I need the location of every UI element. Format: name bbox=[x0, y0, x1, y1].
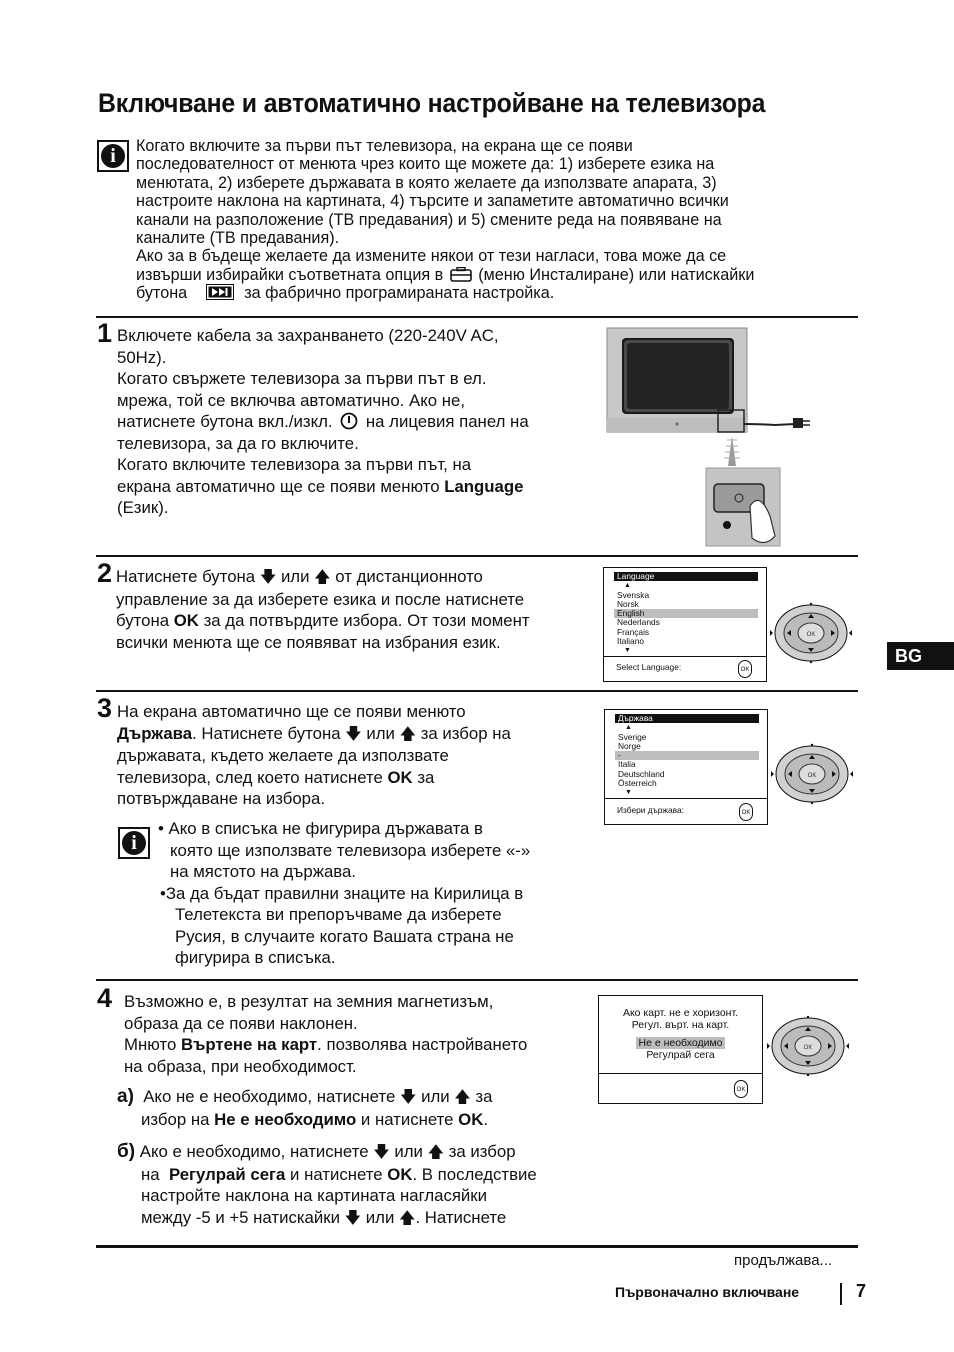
triangle-down-icon: ▼ bbox=[625, 789, 632, 797]
info-icon: i bbox=[97, 140, 129, 172]
intro-text bbox=[136, 137, 856, 303]
arrow-down-icon: 🡇 bbox=[373, 1144, 390, 1161]
menu-item[interactable]: Deutschland bbox=[618, 768, 665, 779]
step4-option-b: б) Ако е необходимо, натиснете 🡇 или 🡅 за избор на Регулрай сега и натиснете OK. В последствие настройте наклона на картината нагласяйки между -5 и +5 натискайки 🡇 или 🡅. Натиснете bbox=[117, 1141, 587, 1229]
intro-line: извърши избирайки съответната опция в (меню Инсталиране) или натискайки bbox=[136, 265, 755, 284]
page-title: Включване и автоматично настройване на телевизора bbox=[98, 88, 766, 118]
step3-notes: • Ако в списъка не фигурира държавата в която ще използвате телевизора изберете «-» на мястото на държава. •За да бъдат правилни знаците на Кирилица в Телетекста ви препоръчваме да изберете Русия, в случаите когато Вашата страна не фигурира в списъка. bbox=[158, 819, 531, 967]
menu-item[interactable]: Italiano bbox=[617, 636, 645, 647]
intro-paragraph-1: Когато включите за първи път телевизора, на екрана ще се появи последователност от менюта чрез които ще можете да: 1) изберете езика на менютата, 2) изберете държавата в която желаете да използвате апарата, 3) настроите наклона на картината, 4) търсите и запаметите автоматично всички канали на разположение (ТВ предавания) и 5) смените реда на появяване на каналите (ТВ предавания). bbox=[136, 137, 729, 248]
step-number: 2 bbox=[97, 558, 113, 588]
tv-illustration bbox=[600, 326, 850, 550]
intro-line: бутона за фабрично програмираната настройка. bbox=[136, 284, 555, 303]
menu-item-selected[interactable]: - bbox=[615, 751, 759, 760]
install-menu-icon bbox=[450, 267, 472, 282]
footer-divider bbox=[840, 1283, 842, 1305]
language-menu bbox=[603, 567, 767, 682]
menu-item[interactable]: Регулрай сега bbox=[646, 1049, 715, 1061]
step-number: 4 bbox=[97, 983, 113, 1013]
arrow-up-icon: 🡅 bbox=[314, 569, 331, 586]
continues-label: продължава... bbox=[734, 1252, 833, 1269]
triangle-up-icon: ▲ bbox=[625, 724, 632, 732]
svg-text:OK: OK bbox=[806, 632, 816, 638]
step-number: 1 bbox=[97, 318, 113, 348]
menu-item-selected[interactable]: English bbox=[614, 609, 758, 618]
ok-icon: OK bbox=[738, 660, 752, 678]
remote-control-icon bbox=[769, 596, 853, 668]
menu-item-selected[interactable]: Не е необходимо bbox=[638, 1037, 723, 1049]
menu-item[interactable]: Norge bbox=[618, 740, 641, 751]
menu-item[interactable]: Norsk bbox=[617, 598, 639, 609]
menu-item[interactable]: Svenska bbox=[617, 589, 650, 600]
ok-icon: OK bbox=[739, 803, 753, 821]
arrow-down-icon: 🡇 bbox=[345, 725, 362, 743]
arrow-up-icon: 🡅 bbox=[427, 1144, 445, 1161]
page-number: 7 bbox=[856, 1281, 867, 1301]
rotation-menu: Ако карт. не е хоризонт. Регул. върт. на карт. Не е необходимо Регулрай сега OK bbox=[598, 995, 763, 1104]
step-number: 3 bbox=[97, 693, 113, 723]
menu-footer: Select Language: bbox=[616, 662, 682, 672]
divider bbox=[96, 555, 858, 557]
arrow-down-icon: 🡇 bbox=[344, 1209, 362, 1227]
arrow-up-icon: 🡅 bbox=[454, 1089, 471, 1106]
menu-item[interactable]: Sverige bbox=[618, 731, 647, 742]
language-tab: BG bbox=[887, 642, 954, 670]
info-icon: i bbox=[118, 827, 150, 859]
ok-icon: OK bbox=[734, 1080, 748, 1098]
arrow-down-icon: 🡇 bbox=[399, 1089, 417, 1106]
divider bbox=[96, 1245, 858, 1248]
arrow-up-icon: 🡅 bbox=[399, 725, 417, 743]
step1-text: Включете кабела за захранването (220-240V AC, 50Hz). Когато свържете телевизора за първи път в ел. мрежа, той се включва автоматично. Ако не, натиснете бутона вкл./изкл. на лицевия панел на телевизора, за да го включите. Когато включите телевизора за първи път, на екрана автоматично ще се появи менюто Language (Език). bbox=[117, 326, 529, 517]
menu-item[interactable]: Nederlands bbox=[617, 617, 660, 628]
section-name: Първоначално включване bbox=[615, 1284, 800, 1300]
remote-control-icon bbox=[770, 737, 854, 809]
remote-control-icon bbox=[766, 1009, 850, 1081]
menu-footer: Избери държава: bbox=[617, 805, 684, 815]
divider bbox=[96, 316, 858, 318]
menu-header: Language bbox=[614, 572, 758, 581]
power-icon bbox=[340, 412, 358, 430]
step2-text: Натиснете бутона 🡇 или 🡅 от дистанционното управление за да изберете езика и после натиснете бутона OK за да потвърдите избора. От този момент всички менюта ще се появяват на избрания език. bbox=[116, 567, 530, 652]
divider bbox=[96, 690, 858, 692]
menu-item[interactable]: Français bbox=[617, 626, 650, 637]
svg-text:OK: OK bbox=[807, 773, 817, 779]
menu-header: Държава bbox=[615, 714, 759, 723]
divider bbox=[96, 979, 858, 981]
intro-line: Ако за в бъдеще желаете да измените някои от тези нагласи, това може да се bbox=[136, 247, 727, 266]
factory-reset-icon bbox=[206, 284, 234, 300]
menu-item[interactable]: Italia bbox=[618, 759, 636, 770]
arrow-up-icon: 🡅 bbox=[399, 1209, 416, 1227]
triangle-up-icon: ▲ bbox=[624, 582, 631, 590]
triangle-down-icon: ▼ bbox=[624, 647, 631, 655]
arrow-down-icon: 🡇 bbox=[259, 569, 277, 586]
svg-text:OK: OK bbox=[803, 1045, 813, 1051]
step4-option-a: a) Ако не е необходимо, натиснете 🡇 или 🡅 за избор на Не е необходимо и натиснете OK. bbox=[117, 1086, 493, 1129]
menu-item[interactable]: Österreich bbox=[618, 778, 657, 789]
step3-text: На екрана автоматично ще се появи менюто Държава. Натиснете бутона 🡇 или 🡅 за избор на държавата, където желаете да използвате телевизора, след което натиснете OK за потвърждаване на избора. bbox=[117, 702, 511, 808]
country-menu bbox=[604, 709, 768, 825]
step4-text: Възможно е, в резултат на земния магнетизъм, образа да се появи наклонен. Мнюто Въртене на карт. позволява настройването на образа, при необходимост. bbox=[124, 992, 528, 1076]
